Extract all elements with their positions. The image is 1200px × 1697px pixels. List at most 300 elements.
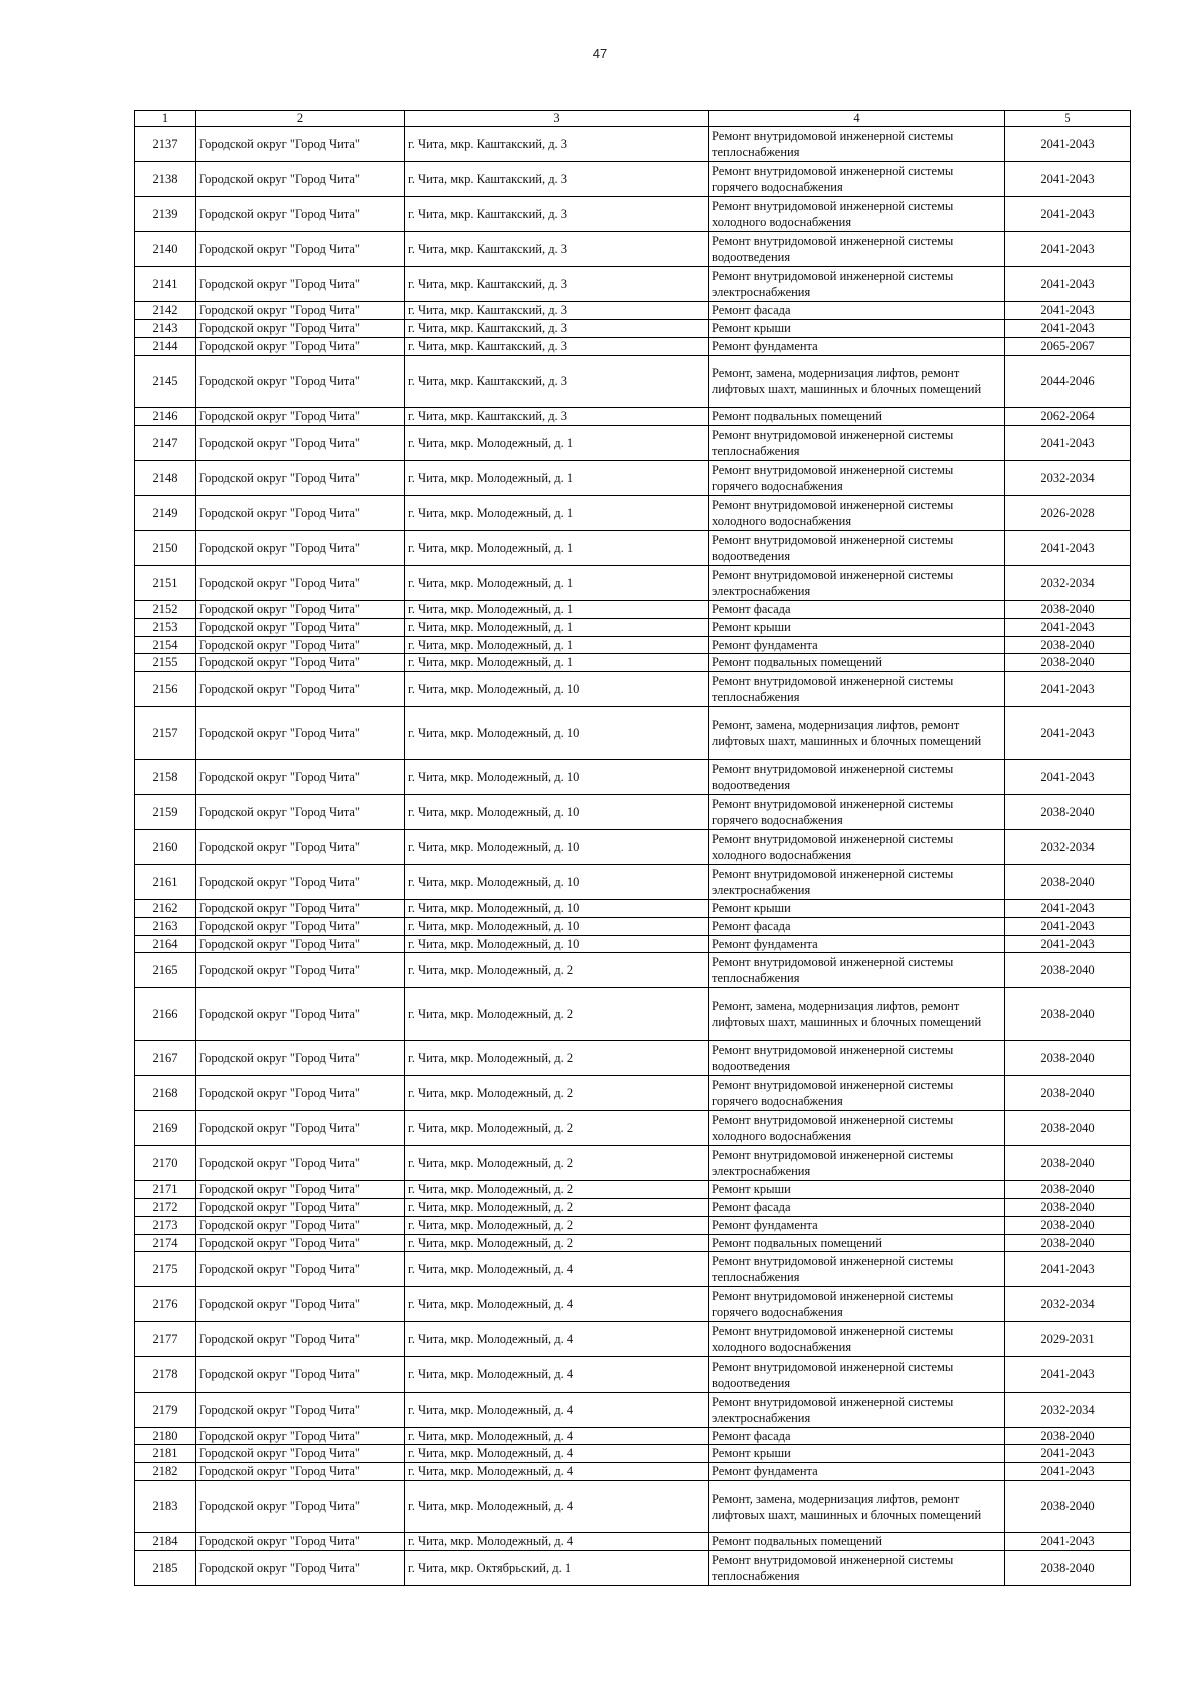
period-cell: 2062-2064	[1005, 408, 1131, 426]
table-row	[135, 1076, 1131, 1111]
work-type-cell: Ремонт фундамента	[709, 636, 1005, 654]
table-row	[135, 566, 1131, 601]
address-cell: г. Чита, мкр. Молодежный, д. 4	[405, 1427, 709, 1445]
table-row	[135, 707, 1131, 760]
table-row	[135, 1533, 1131, 1551]
work-type-cell: Ремонт, замена, модернизация лифтов, ремонт лифтовых шахт, машинных и блочных помещений	[709, 1480, 1005, 1533]
table-row	[135, 636, 1131, 654]
address-cell: г. Чита, мкр. Каштакский, д. 3	[405, 127, 709, 162]
work-type-cell: Ремонт внутридомовой инженерной системы холодного водоснабжения	[709, 830, 1005, 865]
table-row	[135, 917, 1131, 935]
work-type-cell: Ремонт подвальных помещений	[709, 1533, 1005, 1551]
work-type-cell: Ремонт внутридомовой инженерной системы теплоснабжения	[709, 1252, 1005, 1287]
table-body	[135, 127, 1131, 1586]
work-type-cell: Ремонт фасада	[709, 1427, 1005, 1445]
period-cell: 2038-2040	[1005, 1234, 1131, 1252]
table-row	[135, 496, 1131, 531]
table-row	[135, 1111, 1131, 1146]
period-cell: 2041-2043	[1005, 759, 1131, 794]
work-type-cell: Ремонт внутридомовой инженерной системы горячего водоснабжения	[709, 1287, 1005, 1322]
address-cell: г. Чита, мкр. Молодежный, д. 2	[405, 1111, 709, 1146]
municipality-cell: Городской округ "Город Чита"	[196, 460, 405, 495]
period-cell: 2038-2040	[1005, 1181, 1131, 1199]
row-number-cell: 2148	[135, 460, 196, 495]
row-number-cell: 2180	[135, 1427, 196, 1445]
period-cell: 2041-2043	[1005, 917, 1131, 935]
period-cell: 2032-2034	[1005, 1287, 1131, 1322]
municipality-cell: Городской округ "Город Чита"	[196, 1111, 405, 1146]
period-cell: 2041-2043	[1005, 1533, 1131, 1551]
table-row	[135, 337, 1131, 355]
address-cell: г. Чита, мкр. Каштакский, д. 3	[405, 408, 709, 426]
municipality-cell: Городской округ "Город Чита"	[196, 672, 405, 707]
period-cell: 2041-2043	[1005, 232, 1131, 267]
work-type-cell: Ремонт фундамента	[709, 337, 1005, 355]
column-header: 5	[1005, 111, 1131, 127]
municipality-cell: Городской округ "Город Чита"	[196, 425, 405, 460]
period-cell: 2041-2043	[1005, 425, 1131, 460]
period-cell: 2041-2043	[1005, 127, 1131, 162]
row-number-cell: 2160	[135, 830, 196, 865]
table-row	[135, 654, 1131, 672]
table-row	[135, 460, 1131, 495]
work-type-cell: Ремонт крыши	[709, 900, 1005, 918]
period-cell: 2032-2034	[1005, 1392, 1131, 1427]
table-row	[135, 531, 1131, 566]
repair-schedule-table	[134, 110, 1131, 1586]
column-header: 3	[405, 111, 709, 127]
column-number-row	[135, 111, 1131, 127]
address-cell: г. Чита, мкр. Октябрьский, д. 1	[405, 1551, 709, 1586]
row-number-cell: 2181	[135, 1445, 196, 1463]
table-row	[135, 1216, 1131, 1234]
work-type-cell: Ремонт фундамента	[709, 1463, 1005, 1481]
work-type-cell: Ремонт внутридомовой инженерной системы горячего водоснабжения	[709, 460, 1005, 495]
column-header: 4	[709, 111, 1005, 127]
municipality-cell: Городской округ "Город Чита"	[196, 197, 405, 232]
period-cell: 2038-2040	[1005, 1427, 1131, 1445]
municipality-cell: Городской округ "Город Чита"	[196, 337, 405, 355]
row-number-cell: 2158	[135, 759, 196, 794]
row-number-cell: 2162	[135, 900, 196, 918]
table-row	[135, 900, 1131, 918]
table-row	[135, 162, 1131, 197]
address-cell: г. Чита, мкр. Молодежный, д. 2	[405, 1181, 709, 1199]
table-row	[135, 127, 1131, 162]
address-cell: г. Чита, мкр. Молодежный, д. 2	[405, 1041, 709, 1076]
table-row	[135, 865, 1131, 900]
address-cell: г. Чита, мкр. Молодежный, д. 4	[405, 1463, 709, 1481]
period-cell: 2041-2043	[1005, 672, 1131, 707]
period-cell: 2038-2040	[1005, 865, 1131, 900]
work-type-cell: Ремонт крыши	[709, 619, 1005, 637]
period-cell: 2038-2040	[1005, 988, 1131, 1041]
municipality-cell: Городской округ "Город Чита"	[196, 654, 405, 672]
municipality-cell: Городской округ "Город Чита"	[196, 566, 405, 601]
period-cell: 2032-2034	[1005, 566, 1131, 601]
row-number-cell: 2163	[135, 917, 196, 935]
period-cell: 2065-2067	[1005, 337, 1131, 355]
period-cell: 2038-2040	[1005, 1041, 1131, 1076]
row-number-cell: 2175	[135, 1252, 196, 1287]
address-cell: г. Чита, мкр. Молодежный, д. 4	[405, 1533, 709, 1551]
municipality-cell: Городской округ "Город Чита"	[196, 636, 405, 654]
work-type-cell: Ремонт внутридомовой инженерной системы теплоснабжения	[709, 672, 1005, 707]
address-cell: г. Чита, мкр. Молодежный, д. 10	[405, 935, 709, 953]
address-cell: г. Чита, мкр. Молодежный, д. 2	[405, 1076, 709, 1111]
municipality-cell: Городской округ "Город Чита"	[196, 1480, 405, 1533]
municipality-cell: Городской округ "Город Чита"	[196, 162, 405, 197]
work-type-cell: Ремонт внутридомовой инженерной системы водоотведения	[709, 1357, 1005, 1392]
municipality-cell: Городской округ "Город Чита"	[196, 794, 405, 829]
row-number-cell: 2140	[135, 232, 196, 267]
row-number-cell: 2184	[135, 1533, 196, 1551]
address-cell: г. Чита, мкр. Молодежный, д. 10	[405, 672, 709, 707]
address-cell: г. Чита, мкр. Молодежный, д. 1	[405, 619, 709, 637]
period-cell: 2041-2043	[1005, 1252, 1131, 1287]
table-row	[135, 759, 1131, 794]
row-number-cell: 2171	[135, 1181, 196, 1199]
row-number-cell: 2146	[135, 408, 196, 426]
table-row	[135, 1287, 1131, 1322]
address-cell: г. Чита, мкр. Молодежный, д. 1	[405, 460, 709, 495]
row-number-cell: 2165	[135, 953, 196, 988]
table-row	[135, 1445, 1131, 1463]
work-type-cell: Ремонт внутридомовой инженерной системы водоотведения	[709, 531, 1005, 566]
address-cell: г. Чита, мкр. Молодежный, д. 4	[405, 1252, 709, 1287]
municipality-cell: Городской округ "Город Чита"	[196, 496, 405, 531]
address-cell: г. Чита, мкр. Молодежный, д. 4	[405, 1322, 709, 1357]
row-number-cell: 2169	[135, 1111, 196, 1146]
address-cell: г. Чита, мкр. Молодежный, д. 4	[405, 1480, 709, 1533]
municipality-cell: Городской округ "Город Чита"	[196, 1322, 405, 1357]
address-cell: г. Чита, мкр. Молодежный, д. 2	[405, 1216, 709, 1234]
period-cell: 2041-2043	[1005, 197, 1131, 232]
row-number-cell: 2170	[135, 1146, 196, 1181]
period-cell: 2038-2040	[1005, 1146, 1131, 1181]
work-type-cell: Ремонт внутридомовой инженерной системы холодного водоснабжения	[709, 1322, 1005, 1357]
row-number-cell: 2143	[135, 320, 196, 338]
municipality-cell: Городской округ "Город Чита"	[196, 1445, 405, 1463]
work-type-cell: Ремонт внутридомовой инженерной системы теплоснабжения	[709, 1551, 1005, 1586]
address-cell: г. Чита, мкр. Каштакский, д. 3	[405, 232, 709, 267]
period-cell: 2041-2043	[1005, 1463, 1131, 1481]
address-cell: г. Чита, мкр. Молодежный, д. 2	[405, 1199, 709, 1217]
municipality-cell: Городской округ "Город Чита"	[196, 759, 405, 794]
work-type-cell: Ремонт фасада	[709, 601, 1005, 619]
municipality-cell: Городской округ "Город Чита"	[196, 127, 405, 162]
municipality-cell: Городской округ "Город Чита"	[196, 1076, 405, 1111]
municipality-cell: Городской округ "Город Чита"	[196, 1041, 405, 1076]
table-row	[135, 1322, 1131, 1357]
period-cell: 2032-2034	[1005, 460, 1131, 495]
table-row	[135, 267, 1131, 302]
row-number-cell: 2182	[135, 1463, 196, 1481]
row-number-cell: 2156	[135, 672, 196, 707]
municipality-cell: Городской округ "Город Чита"	[196, 1199, 405, 1217]
row-number-cell: 2153	[135, 619, 196, 637]
work-type-cell: Ремонт крыши	[709, 320, 1005, 338]
table-row	[135, 1392, 1131, 1427]
address-cell: г. Чита, мкр. Каштакский, д. 3	[405, 302, 709, 320]
address-cell: г. Чита, мкр. Каштакский, д. 3	[405, 337, 709, 355]
period-cell: 2041-2043	[1005, 302, 1131, 320]
address-cell: г. Чита, мкр. Молодежный, д. 2	[405, 988, 709, 1041]
row-number-cell: 2179	[135, 1392, 196, 1427]
municipality-cell: Городской округ "Город Чита"	[196, 935, 405, 953]
row-number-cell: 2173	[135, 1216, 196, 1234]
period-cell: 2041-2043	[1005, 1357, 1131, 1392]
row-number-cell: 2152	[135, 601, 196, 619]
table-row	[135, 830, 1131, 865]
row-number-cell: 2138	[135, 162, 196, 197]
period-cell: 2044-2046	[1005, 355, 1131, 408]
row-number-cell: 2168	[135, 1076, 196, 1111]
row-number-cell: 2177	[135, 1322, 196, 1357]
municipality-cell: Городской округ "Город Чита"	[196, 1551, 405, 1586]
municipality-cell: Городской округ "Город Чита"	[196, 1427, 405, 1445]
row-number-cell: 2164	[135, 935, 196, 953]
period-cell: 2038-2040	[1005, 636, 1131, 654]
table-row	[135, 1463, 1131, 1481]
period-cell: 2032-2034	[1005, 830, 1131, 865]
period-cell: 2029-2031	[1005, 1322, 1131, 1357]
table-row	[135, 408, 1131, 426]
work-type-cell: Ремонт внутридомовой инженерной системы электроснабжения	[709, 1146, 1005, 1181]
work-type-cell: Ремонт внутридомовой инженерной системы теплоснабжения	[709, 127, 1005, 162]
table-row	[135, 320, 1131, 338]
work-type-cell: Ремонт фасада	[709, 917, 1005, 935]
work-type-cell: Ремонт, замена, модернизация лифтов, ремонт лифтовых шахт, машинных и блочных помещений	[709, 988, 1005, 1041]
work-type-cell: Ремонт подвальных помещений	[709, 408, 1005, 426]
table-header	[135, 111, 1131, 127]
row-number-cell: 2183	[135, 1480, 196, 1533]
row-number-cell: 2150	[135, 531, 196, 566]
table-row	[135, 1357, 1131, 1392]
period-cell: 2038-2040	[1005, 654, 1131, 672]
municipality-cell: Городской округ "Город Чита"	[196, 1216, 405, 1234]
address-cell: г. Чита, мкр. Молодежный, д. 10	[405, 707, 709, 760]
table-row	[135, 425, 1131, 460]
address-cell: г. Чита, мкр. Молодежный, д. 2	[405, 953, 709, 988]
page-number: 47	[592, 46, 608, 61]
municipality-cell: Городской округ "Город Чита"	[196, 1181, 405, 1199]
address-cell: г. Чита, мкр. Молодежный, д. 1	[405, 496, 709, 531]
address-cell: г. Чита, мкр. Молодежный, д. 2	[405, 1146, 709, 1181]
work-type-cell: Ремонт внутридомовой инженерной системы водоотведения	[709, 232, 1005, 267]
municipality-cell: Городской округ "Город Чита"	[196, 1463, 405, 1481]
work-type-cell: Ремонт внутридомовой инженерной системы электроснабжения	[709, 566, 1005, 601]
municipality-cell: Городской округ "Город Чита"	[196, 917, 405, 935]
address-cell: г. Чита, мкр. Каштакский, д. 3	[405, 267, 709, 302]
period-cell: 2026-2028	[1005, 496, 1131, 531]
table-row	[135, 197, 1131, 232]
table-row	[135, 619, 1131, 637]
municipality-cell: Городской округ "Город Чита"	[196, 619, 405, 637]
period-cell: 2041-2043	[1005, 707, 1131, 760]
table-row	[135, 672, 1131, 707]
municipality-cell: Городской округ "Город Чита"	[196, 707, 405, 760]
table-row	[135, 232, 1131, 267]
work-type-cell: Ремонт, замена, модернизация лифтов, ремонт лифтовых шахт, машинных и блочных помещений	[709, 355, 1005, 408]
work-type-cell: Ремонт внутридомовой инженерной системы холодного водоснабжения	[709, 1111, 1005, 1146]
municipality-cell: Городской округ "Город Чита"	[196, 1287, 405, 1322]
period-cell: 2038-2040	[1005, 1199, 1131, 1217]
table-row	[135, 1234, 1131, 1252]
period-cell: 2038-2040	[1005, 1111, 1131, 1146]
municipality-cell: Городской округ "Город Чита"	[196, 302, 405, 320]
table-row	[135, 953, 1131, 988]
municipality-cell: Городской округ "Город Чита"	[196, 531, 405, 566]
municipality-cell: Городской округ "Город Чита"	[196, 1392, 405, 1427]
municipality-cell: Городской округ "Город Чита"	[196, 1357, 405, 1392]
table-row	[135, 1146, 1131, 1181]
address-cell: г. Чита, мкр. Молодежный, д. 1	[405, 531, 709, 566]
work-type-cell: Ремонт внутридомовой инженерной системы горячего водоснабжения	[709, 1076, 1005, 1111]
municipality-cell: Городской округ "Город Чита"	[196, 267, 405, 302]
row-number-cell: 2178	[135, 1357, 196, 1392]
row-number-cell: 2141	[135, 267, 196, 302]
row-number-cell: 2145	[135, 355, 196, 408]
work-type-cell: Ремонт внутридомовой инженерной системы горячего водоснабжения	[709, 794, 1005, 829]
address-cell: г. Чита, мкр. Молодежный, д. 1	[405, 601, 709, 619]
period-cell: 2041-2043	[1005, 935, 1131, 953]
period-cell: 2038-2040	[1005, 794, 1131, 829]
period-cell: 2038-2040	[1005, 1076, 1131, 1111]
work-type-cell: Ремонт подвальных помещений	[709, 654, 1005, 672]
period-cell: 2038-2040	[1005, 1480, 1131, 1533]
row-number-cell: 2185	[135, 1551, 196, 1586]
address-cell: г. Чита, мкр. Молодежный, д. 1	[405, 425, 709, 460]
row-number-cell: 2144	[135, 337, 196, 355]
work-type-cell: Ремонт фасада	[709, 1199, 1005, 1217]
address-cell: г. Чита, мкр. Молодежный, д. 10	[405, 794, 709, 829]
table-row	[135, 1551, 1131, 1586]
address-cell: г. Чита, мкр. Молодежный, д. 10	[405, 830, 709, 865]
row-number-cell: 2149	[135, 496, 196, 531]
address-cell: г. Чита, мкр. Каштакский, д. 3	[405, 197, 709, 232]
address-cell: г. Чита, мкр. Молодежный, д. 4	[405, 1445, 709, 1463]
table-row	[135, 1252, 1131, 1287]
municipality-cell: Городской округ "Город Чита"	[196, 988, 405, 1041]
period-cell: 2041-2043	[1005, 619, 1131, 637]
work-type-cell: Ремонт внутридомовой инженерной системы горячего водоснабжения	[709, 162, 1005, 197]
column-header: 1	[135, 111, 196, 127]
table-row	[135, 935, 1131, 953]
address-cell: г. Чита, мкр. Молодежный, д. 10	[405, 917, 709, 935]
work-type-cell: Ремонт внутридомовой инженерной системы водоотведения	[709, 1041, 1005, 1076]
municipality-cell: Городской округ "Город Чита"	[196, 953, 405, 988]
row-number-cell: 2157	[135, 707, 196, 760]
period-cell: 2038-2040	[1005, 1216, 1131, 1234]
table-row	[135, 1199, 1131, 1217]
work-type-cell: Ремонт подвальных помещений	[709, 1234, 1005, 1252]
row-number-cell: 2147	[135, 425, 196, 460]
municipality-cell: Городской округ "Город Чита"	[196, 601, 405, 619]
municipality-cell: Городской округ "Город Чита"	[196, 1533, 405, 1551]
row-number-cell: 2161	[135, 865, 196, 900]
column-header: 2	[196, 111, 405, 127]
work-type-cell: Ремонт фундамента	[709, 935, 1005, 953]
table-row	[135, 1041, 1131, 1076]
period-cell: 2038-2040	[1005, 953, 1131, 988]
work-type-cell: Ремонт внутридомовой инженерной системы электроснабжения	[709, 1392, 1005, 1427]
row-number-cell: 2154	[135, 636, 196, 654]
work-type-cell: Ремонт внутридомовой инженерной системы холодного водоснабжения	[709, 496, 1005, 531]
row-number-cell: 2174	[135, 1234, 196, 1252]
table-row	[135, 794, 1131, 829]
row-number-cell: 2176	[135, 1287, 196, 1322]
address-cell: г. Чита, мкр. Молодежный, д. 10	[405, 759, 709, 794]
row-number-cell: 2167	[135, 1041, 196, 1076]
address-cell: г. Чита, мкр. Каштакский, д. 3	[405, 162, 709, 197]
address-cell: г. Чита, мкр. Молодежный, д. 10	[405, 900, 709, 918]
table-row	[135, 601, 1131, 619]
table-row	[135, 1480, 1131, 1533]
municipality-cell: Городской округ "Город Чита"	[196, 1146, 405, 1181]
work-type-cell: Ремонт внутридомовой инженерной системы холодного водоснабжения	[709, 197, 1005, 232]
municipality-cell: Городской округ "Город Чита"	[196, 830, 405, 865]
row-number-cell: 2137	[135, 127, 196, 162]
period-cell: 2041-2043	[1005, 1445, 1131, 1463]
work-type-cell: Ремонт фасада	[709, 302, 1005, 320]
municipality-cell: Городской округ "Город Чита"	[196, 1234, 405, 1252]
address-cell: г. Чита, мкр. Молодежный, д. 4	[405, 1287, 709, 1322]
address-cell: г. Чита, мкр. Молодежный, д. 1	[405, 636, 709, 654]
work-type-cell: Ремонт крыши	[709, 1445, 1005, 1463]
row-number-cell: 2159	[135, 794, 196, 829]
address-cell: г. Чита, мкр. Молодежный, д. 2	[405, 1234, 709, 1252]
row-number-cell: 2166	[135, 988, 196, 1041]
address-cell: г. Чита, мкр. Молодежный, д. 4	[405, 1392, 709, 1427]
period-cell: 2041-2043	[1005, 900, 1131, 918]
period-cell: 2041-2043	[1005, 531, 1131, 566]
municipality-cell: Городской округ "Город Чита"	[196, 1252, 405, 1287]
municipality-cell: Городской округ "Город Чита"	[196, 355, 405, 408]
period-cell: 2041-2043	[1005, 267, 1131, 302]
table-row	[135, 988, 1131, 1041]
municipality-cell: Городской округ "Город Чита"	[196, 232, 405, 267]
period-cell: 2041-2043	[1005, 162, 1131, 197]
table-row	[135, 1427, 1131, 1445]
address-cell: г. Чита, мкр. Молодежный, д. 1	[405, 654, 709, 672]
work-type-cell: Ремонт, замена, модернизация лифтов, ремонт лифтовых шахт, машинных и блочных помещений	[709, 707, 1005, 760]
work-type-cell: Ремонт внутридомовой инженерной системы теплоснабжения	[709, 953, 1005, 988]
row-number-cell: 2142	[135, 302, 196, 320]
row-number-cell: 2139	[135, 197, 196, 232]
address-cell: г. Чита, мкр. Молодежный, д. 4	[405, 1357, 709, 1392]
address-cell: г. Чита, мкр. Каштакский, д. 3	[405, 355, 709, 408]
work-type-cell: Ремонт фундамента	[709, 1216, 1005, 1234]
table-row	[135, 302, 1131, 320]
row-number-cell: 2155	[135, 654, 196, 672]
work-type-cell: Ремонт внутридомовой инженерной системы теплоснабжения	[709, 425, 1005, 460]
row-number-cell: 2172	[135, 1199, 196, 1217]
work-type-cell: Ремонт внутридомовой инженерной системы электроснабжения	[709, 865, 1005, 900]
address-cell: г. Чита, мкр. Молодежный, д. 10	[405, 865, 709, 900]
table-row	[135, 355, 1131, 408]
work-type-cell: Ремонт крыши	[709, 1181, 1005, 1199]
table-row	[135, 1181, 1131, 1199]
period-cell: 2038-2040	[1005, 601, 1131, 619]
work-type-cell: Ремонт внутридомовой инженерной системы электроснабжения	[709, 267, 1005, 302]
address-cell: г. Чита, мкр. Молодежный, д. 1	[405, 566, 709, 601]
municipality-cell: Городской округ "Город Чита"	[196, 320, 405, 338]
address-cell: г. Чита, мкр. Каштакский, д. 3	[405, 320, 709, 338]
row-number-cell: 2151	[135, 566, 196, 601]
municipality-cell: Городской округ "Город Чита"	[196, 408, 405, 426]
municipality-cell: Городской округ "Город Чита"	[196, 900, 405, 918]
